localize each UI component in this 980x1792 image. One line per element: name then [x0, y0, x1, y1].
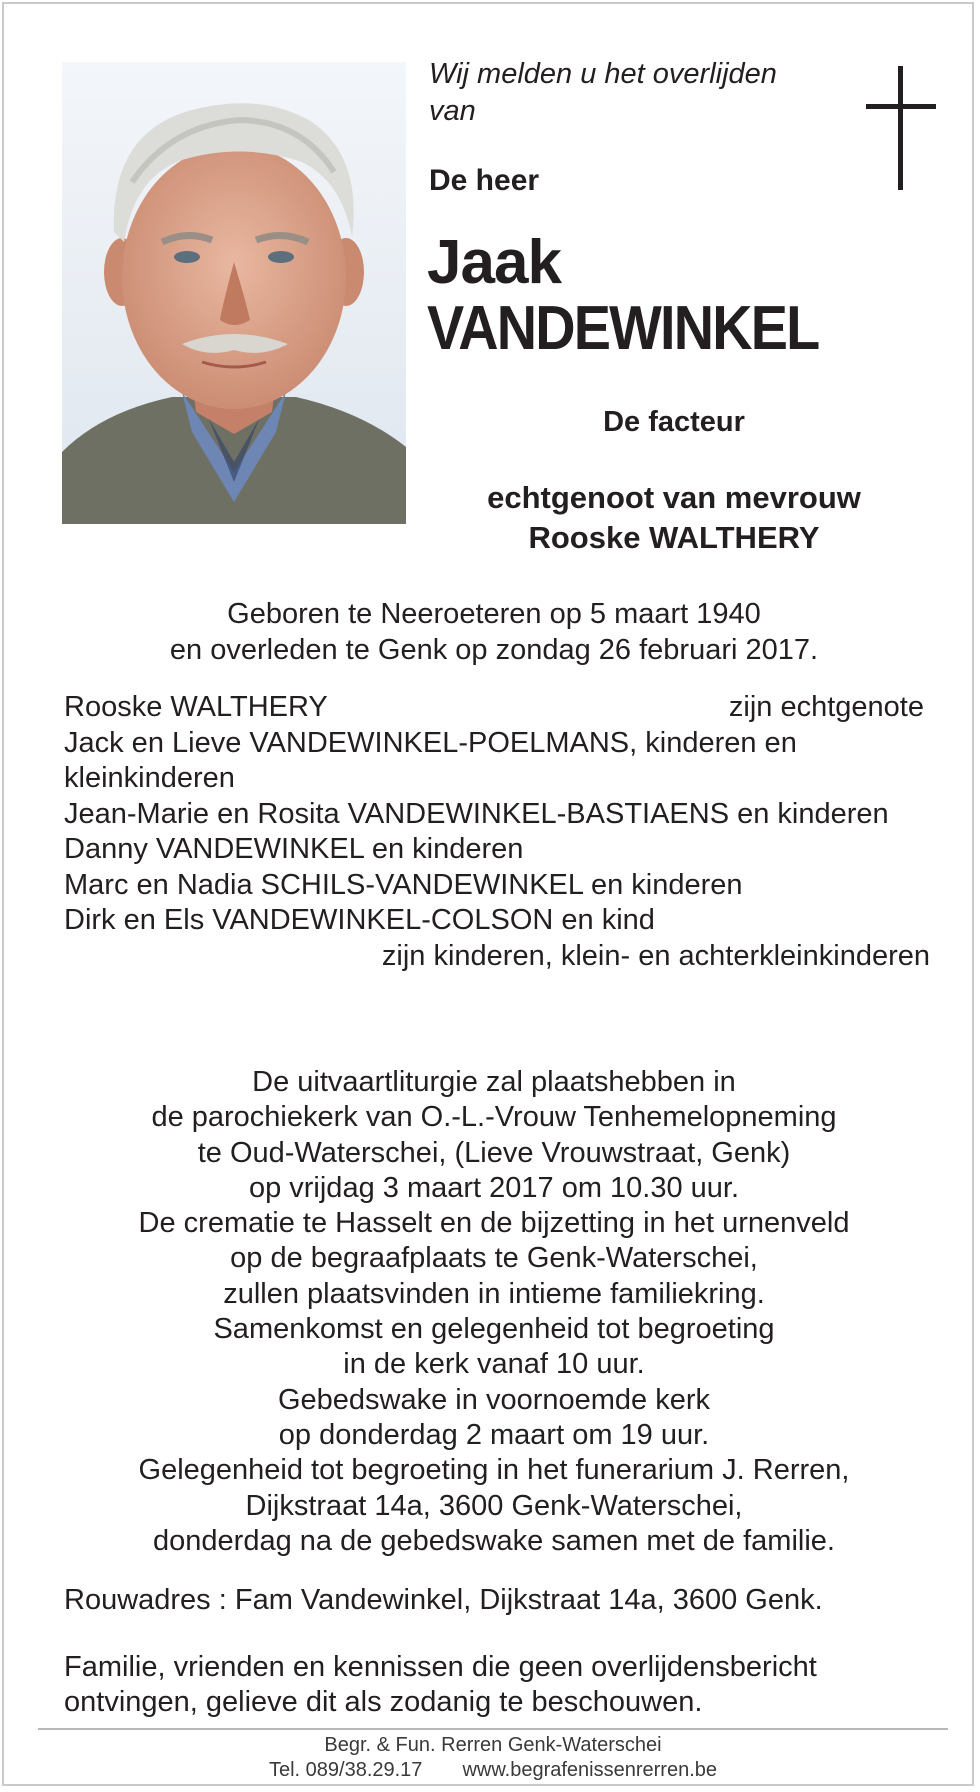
children-relation-row — [64, 939, 930, 975]
family-list — [64, 690, 930, 974]
funeral-line: op vrijdag 3 maart 2017 om 10.30 uur. — [248, 1171, 740, 1204]
website-link[interactable]: www.begrafenissenrerren.be — [462, 1759, 718, 1781]
funeral-line: De uitvaartliturgie zal plaatshebben in — [252, 1066, 736, 1098]
portrait-photo — [62, 62, 406, 524]
funeral-line: op donderdag 2 maart om 19 uur. — [278, 1418, 710, 1451]
deceased-role: De facteur — [603, 406, 745, 438]
footer-divider — [38, 1728, 948, 1730]
death-line: en overleden te Genk op zondag 26 februari 2017. — [169, 634, 819, 666]
death-notice — [2, 2, 974, 1786]
mourning-address: Rouwadres : Fam Vandewinkel, Dijkstraat 14a, 3600 Genk. — [64, 1584, 823, 1616]
family-member: Danny VANDEWINKEL en kinderen — [64, 833, 524, 865]
phone-number: Tel. 089/38.29.17 — [268, 1759, 423, 1781]
spouse-block — [429, 478, 919, 558]
birth-line: Geboren te Neeroeteren op 5 maart 1940 — [227, 598, 761, 630]
birth-death-dates — [64, 596, 924, 668]
notice-text: Familie, vrienden en kennissen die geen overlijdensbericht ontvingen, gelieve dit als zodanig te beschouwen. — [64, 1651, 817, 1718]
funeral-company: Begr. & Fun. Rerren Genk-Waterschei — [324, 1734, 662, 1756]
spouse-relation: zijn echtgenote — [728, 691, 924, 723]
deceased-last-name: VANDEWINKEL — [427, 294, 819, 363]
funeral-line: Gelegenheid tot begroeting in het funerarium J. Rerren, — [138, 1454, 850, 1487]
family-member: Marc en Nadia SCHILS-VANDEWINKEL en kinderen — [64, 868, 743, 901]
funeral-line: Samenkomst en gelegenheid tot begroeting — [213, 1313, 775, 1346]
funeral-line: in de kerk vanaf 10 uur. — [343, 1348, 645, 1381]
funeral-line: te Oud-Waterschei, (Lieve Vrouwstraat, Genk) — [197, 1136, 791, 1169]
intro-text: Wij melden u het overlijden van — [429, 58, 777, 127]
funeral-details — [64, 1065, 924, 1559]
spouse-line: echtgenoot van mevrouw — [487, 480, 861, 515]
family-member: Dirk en Els VANDEWINKEL-COLSON en kind — [64, 904, 655, 936]
funeral-line: Dijkstraat 14a, 3600 Genk-Waterschei, — [245, 1489, 743, 1522]
family-member: Jack en Lieve VANDEWINKEL-POELMANS, kinderen en kleinkinderen — [64, 726, 797, 794]
funeral-line: De crematie te Hasselt en de bijzetting in het urnenveld — [138, 1207, 850, 1240]
spouse-row — [64, 690, 924, 726]
cross-icon — [866, 66, 936, 190]
spouse-name-entry: Rooske WALTHERY — [64, 691, 328, 723]
funeral-line: de parochiekerk van O.-L.-Vrouw Tenhemelopneming — [151, 1101, 837, 1134]
deceased-first-name: Jaak — [427, 228, 561, 297]
contact-line — [38, 1758, 948, 1783]
children-relation: zijn kinderen, klein- en achterkleinkinderen — [381, 939, 930, 972]
family-member: Jean-Marie en Rosita VANDEWINKEL-BASTIAENS en kinderen — [64, 797, 889, 830]
funeral-line: donderdag na de gebedswake samen met de familie. — [153, 1524, 835, 1557]
spouse-name: Rooske WALTHERY — [528, 520, 820, 555]
funeral-line: op de begraafplaats te Genk-Waterschei, — [230, 1242, 758, 1275]
funeral-line: zullen plaatsvinden in intieme familiekring. — [223, 1277, 765, 1310]
funeral-line: Gebedswake in voornoemde kerk — [277, 1383, 710, 1416]
footer — [38, 1733, 948, 1783]
salutation: De heer — [429, 164, 540, 197]
